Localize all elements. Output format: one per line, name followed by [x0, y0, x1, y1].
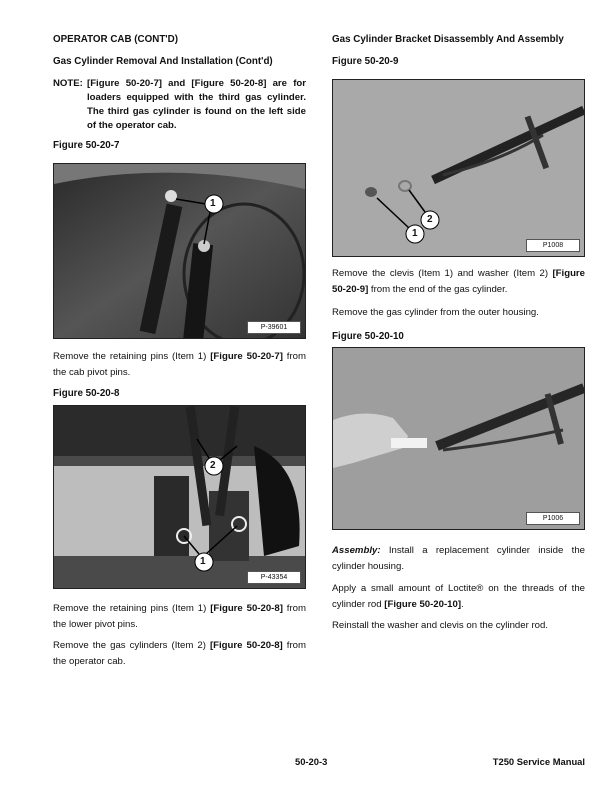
callout-1: 1 [412, 228, 418, 239]
paragraph [332, 581, 585, 613]
figure-reference: [Figure 50-20-9] [332, 268, 585, 295]
text: from the operator cab. [53, 640, 306, 667]
photo-id: P1008 [526, 239, 580, 252]
figure-reference: [Figure 50-20-7] [210, 351, 283, 362]
section-title: OPERATOR CAB (CONT'D) [53, 34, 178, 45]
text: from the cab pivot pins. [53, 351, 306, 378]
paragraph [332, 543, 585, 575]
figure-label: Figure 50-20-7 [53, 140, 120, 151]
callout-1: 1 [210, 198, 216, 209]
text: . [461, 599, 464, 610]
figure-50-20-10-photo [332, 347, 585, 530]
callout-2: 2 [210, 460, 216, 471]
subsection-title: Gas Cylinder Removal And Installation (Cont'd) [53, 56, 273, 67]
figure-label: Figure 50-20-10 [332, 331, 404, 342]
paragraph: Reinstall the washer and clevis on the cylinder rod. [332, 620, 548, 631]
paragraph [53, 638, 306, 670]
figure-reference: [Figure 50-20-10] [384, 599, 462, 610]
figure-reference: [Figure 50-20-8] [210, 603, 283, 614]
paragraph [53, 601, 306, 633]
callout-1: 1 [200, 556, 206, 567]
figure-label: Figure 50-20-9 [332, 56, 399, 67]
assembly-label: Assembly: [332, 545, 381, 556]
text: Remove the retaining pins (Item 1) [53, 603, 211, 614]
paragraph [53, 349, 306, 381]
figure-50-20-7-photo [53, 163, 306, 339]
text: Apply a small amount of Loctite® on the threads of the cylinder rod [332, 583, 585, 610]
paragraph: Remove the gas cylinder from the outer housing. [332, 307, 539, 318]
photo-id: P-43354 [247, 571, 301, 584]
note [53, 77, 306, 133]
figure-reference: [Figure 50-20-8] [209, 640, 283, 651]
figure-50-20-8-photo [53, 405, 306, 589]
page-number: 50-20-3 [295, 756, 328, 767]
text: Install a replacement cylinder inside the cylinder housing. [332, 545, 585, 572]
text: Remove the retaining pins (Item 1) [53, 351, 211, 362]
text: Remove the gas cylinders (Item 2) [53, 640, 210, 651]
photo-id: P-39601 [247, 321, 301, 334]
text: Remove the clevis (Item 1) and washer (Item 2) [332, 268, 553, 279]
section-title: Gas Cylinder Bracket Disassembly And Assembly [332, 34, 564, 45]
callout-2: 2 [427, 214, 433, 225]
text: from the lower pivot pins. [53, 603, 306, 630]
photo-id: P1006 [526, 512, 580, 525]
manual-title: T250 Service Manual [492, 756, 585, 767]
note-label: NOTE: [53, 78, 83, 89]
figure-label: Figure 50-20-8 [53, 388, 120, 399]
paragraph [332, 266, 585, 298]
figure-50-20-9-photo [332, 79, 585, 257]
text: from the end of the gas cylinder. [368, 284, 508, 295]
note-text: [Figure 50-20-7] and [Figure 50-20-8] are for loaders equipped with the third gas cylinder. The third gas cylinder is found on the left side of the operator cab. [87, 78, 306, 131]
